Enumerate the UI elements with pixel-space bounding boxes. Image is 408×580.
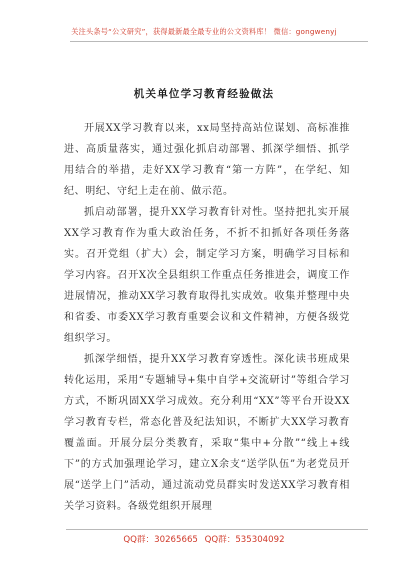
footer-qq-group-2: QQ群：535304092	[204, 535, 285, 545]
footer-contact	[0, 533, 408, 545]
paragraph-deep-study: 抓深学细悟，提升XX学习教育穿透性。深化读书班成果转化运用，采用“专题辅导+集中自学+交流研讨”等组合学习方式，不断巩固XX学习成效。充分利用“XX”等平台开设XX学习教育专栏，常态化普及纪法知识，不断扩大XX学习教育覆盖面。开展分层分类教育，采取“集中+分散”“线上+线下”的方式加强理论学习，建立X余支“送学队伍”为老党员开展“送学上门”活动，通过流动党员群实时发送XX学习教育相关学习资料。各级党组织开展理	[64, 354, 350, 512]
document-body	[64, 118, 350, 517]
paragraph-intro: 开展XX学习教育以来，xx局坚持高站位谋划、高标准推进、高质量落实，通过强化抓启动部署、抓深学细悟、抓学用结合的举措，走好XX学习教育“第一方阵”，在学纪、知纪、明纪、守纪上走在前、做示范。	[64, 123, 350, 197]
document-title: 机关单位学习教育经验做法	[133, 88, 275, 100]
paragraph-deployment: 抓启动部署，提升XX学习教育针对性。坚持把扎实开展XX学习教育作为重大政治任务，不折不扣抓好各项任务落实。召开党组（扩大）会，制定学习方案，明确学习目标和学习内容。召开X次全县组织工作重点任务推进会，调度工作进展情况，推动XX学习教育取得扎实成效。收集并整理中央和省委、市委XX学习教育重要会议和文件精神，方便各级党组织学习。	[64, 207, 350, 344]
header-divider	[70, 41, 368, 42]
header-note: 关注头条号“公文研究”，获得最新最全最专业的公文资料库！ 微信：gongwenyj	[71, 27, 337, 36]
footer-divider	[66, 529, 368, 530]
footer-qq-group-1: QQ群：30265665	[123, 535, 198, 545]
